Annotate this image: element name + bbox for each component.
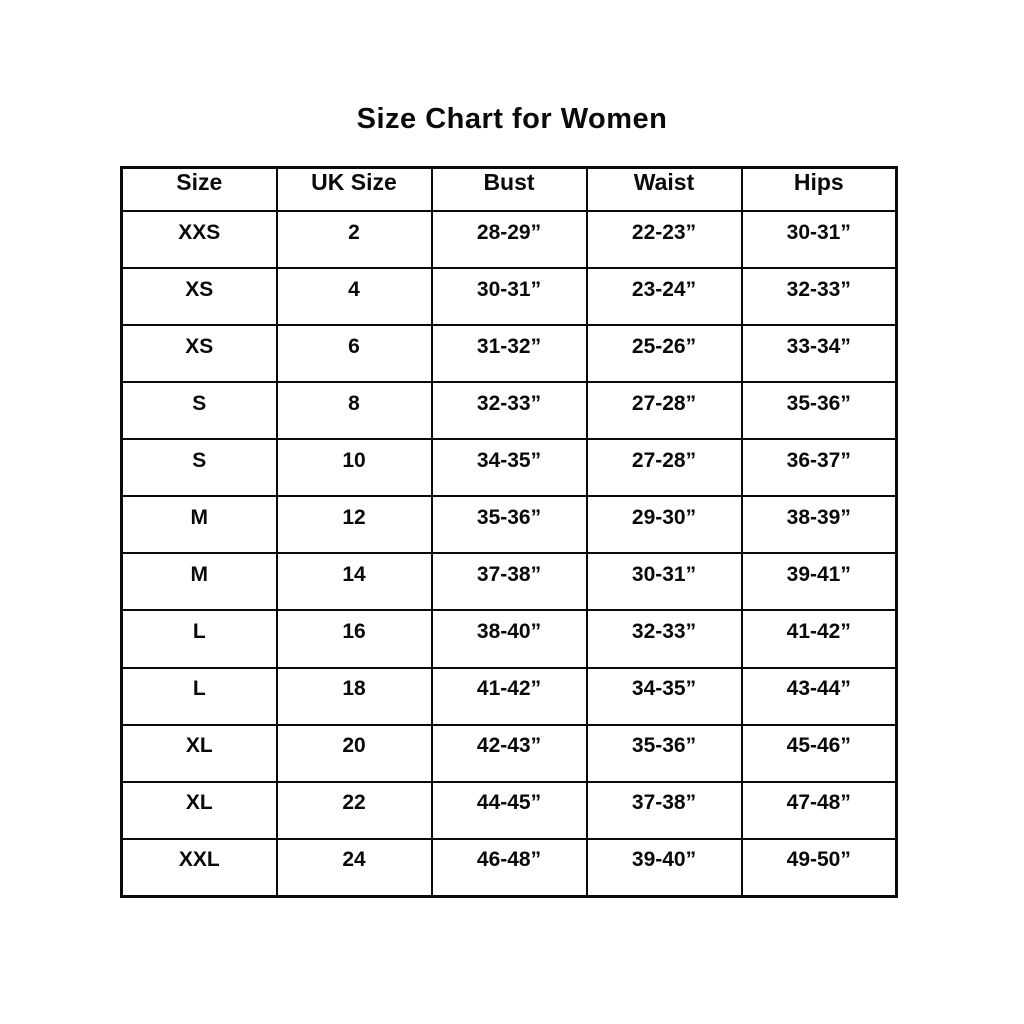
table-cell: 41-42”: [742, 610, 897, 667]
table-cell: 35-36”: [742, 382, 897, 439]
table-cell: 37-38”: [432, 553, 587, 610]
table-cell: L: [122, 668, 277, 725]
table-cell: 46-48”: [432, 839, 587, 897]
table-cell: 35-36”: [587, 725, 742, 782]
table-cell: 4: [277, 268, 432, 325]
table-cell: XL: [122, 725, 277, 782]
table-cell: 32-33”: [432, 382, 587, 439]
table-cell: 35-36”: [432, 496, 587, 553]
table-cell: 27-28”: [587, 382, 742, 439]
table-row: [122, 553, 897, 610]
table-cell: 41-42”: [432, 668, 587, 725]
table-cell: M: [122, 553, 277, 610]
table-cell: 20: [277, 725, 432, 782]
table-cell: 28-29”: [432, 211, 587, 268]
table-row: [122, 782, 897, 839]
table-cell: XXS: [122, 211, 277, 268]
table-cell: XS: [122, 325, 277, 382]
table-cell: 27-28”: [587, 439, 742, 496]
table-cell: 33-34”: [742, 325, 897, 382]
table-cell: 10: [277, 439, 432, 496]
column-header-uk-size: UK Size: [277, 168, 432, 212]
table-cell: 43-44”: [742, 668, 897, 725]
table-cell: XL: [122, 782, 277, 839]
table-cell: 29-30”: [587, 496, 742, 553]
table-cell: 25-26”: [587, 325, 742, 382]
table-row: [122, 839, 897, 897]
table-row: [122, 382, 897, 439]
table-cell: 37-38”: [587, 782, 742, 839]
table-cell: 30-31”: [432, 268, 587, 325]
table-cell: 38-39”: [742, 496, 897, 553]
table-row: [122, 496, 897, 553]
column-header-bust: Bust: [432, 168, 587, 212]
table-body: [122, 211, 897, 897]
table-cell: L: [122, 610, 277, 667]
table-cell: M: [122, 496, 277, 553]
table-cell: 44-45”: [432, 782, 587, 839]
table-cell: 34-35”: [432, 439, 587, 496]
table-cell: S: [122, 382, 277, 439]
table-header: [122, 168, 897, 212]
table-cell: 32-33”: [742, 268, 897, 325]
table-row: [122, 725, 897, 782]
column-header-size: Size: [122, 168, 277, 212]
table-header-row: [122, 168, 897, 212]
table-cell: 22: [277, 782, 432, 839]
table-cell: 2: [277, 211, 432, 268]
table-cell: 22-23”: [587, 211, 742, 268]
table-row: [122, 268, 897, 325]
table-cell: 18: [277, 668, 432, 725]
table-cell: 12: [277, 496, 432, 553]
table-cell: 8: [277, 382, 432, 439]
table-cell: 14: [277, 553, 432, 610]
table-row: [122, 610, 897, 667]
table-cell: 38-40”: [432, 610, 587, 667]
size-table: [120, 166, 898, 898]
table-cell: 45-46”: [742, 725, 897, 782]
table-cell: 49-50”: [742, 839, 897, 897]
column-header-hips: Hips: [742, 168, 897, 212]
table-row: [122, 439, 897, 496]
table-cell: S: [122, 439, 277, 496]
table-cell: 47-48”: [742, 782, 897, 839]
table-cell: 36-37”: [742, 439, 897, 496]
table-cell: 6: [277, 325, 432, 382]
table-cell: 32-33”: [587, 610, 742, 667]
table-cell: 30-31”: [587, 553, 742, 610]
table-row: [122, 325, 897, 382]
table-cell: 30-31”: [742, 211, 897, 268]
table-cell: 42-43”: [432, 725, 587, 782]
table-cell: XXL: [122, 839, 277, 897]
table-cell: 16: [277, 610, 432, 667]
table-row: [122, 668, 897, 725]
table-cell: 39-41”: [742, 553, 897, 610]
table-cell: XS: [122, 268, 277, 325]
table-cell: 39-40”: [587, 839, 742, 897]
column-header-waist: Waist: [587, 168, 742, 212]
page-title: Size Chart for Women: [356, 103, 668, 135]
table-cell: 23-24”: [587, 268, 742, 325]
table-cell: 34-35”: [587, 668, 742, 725]
table-cell: 31-32”: [432, 325, 587, 382]
table-row: [122, 211, 897, 268]
table-cell: 24: [277, 839, 432, 897]
